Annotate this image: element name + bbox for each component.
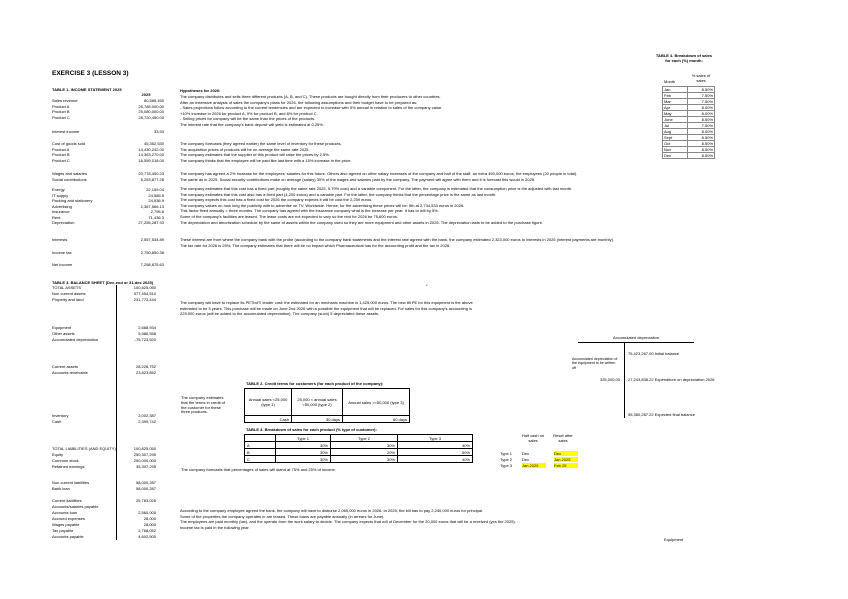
other-note-line: The company estimates that this cost also has a fixed part (4,200 euros) and a variable part. For the latter, the company thinks that the percentage price is the same as last month. bbox=[180, 191, 497, 197]
monthly-value: 8.50% bbox=[688, 135, 715, 141]
income-row bbox=[52, 115, 164, 120]
income-row-value: 7,258,875.63 bbox=[140, 262, 164, 267]
t-account-left-value: 325,000.00 bbox=[599, 377, 620, 382]
table3-note: The company forecasts that percentages of sales will stand at 75% and 25% of income. bbox=[181, 467, 336, 472]
monthly-month: June bbox=[663, 117, 688, 123]
income-row-label: Packing and stationery bbox=[52, 198, 93, 203]
cost-note-line: The company thinks that the employee will be paid like last time with a 15% increase in the price. bbox=[180, 157, 352, 163]
income-row bbox=[52, 177, 164, 182]
income-row-label: Cost of goods sold bbox=[52, 141, 86, 146]
bottom-note-line: The employees are paid monthly (tax), and the operate from the work salary to decide. The company expects that will of December for the 20,000 euros that will be a received (yes the 2025). bbox=[180, 519, 516, 525]
table2-term: Cash bbox=[245, 416, 292, 423]
balance-row bbox=[52, 510, 156, 515]
income-row-label: Interests bbox=[52, 237, 68, 242]
balance-row-value: 4,602,500 bbox=[138, 534, 156, 539]
balance-row-value: 2,668,934 bbox=[138, 325, 156, 330]
income-row bbox=[52, 193, 164, 198]
income-row bbox=[52, 152, 164, 157]
income-row-value: 27,255,287.93 bbox=[138, 220, 164, 225]
table3-cell: 30% bbox=[276, 449, 331, 456]
cost-note-line: The acquisition prices of products will be on average the same rate 2025. bbox=[180, 146, 310, 152]
balance-row-label: Non current liabilities bbox=[52, 480, 90, 485]
balance-row-value: 231,773,444 bbox=[133, 297, 156, 302]
income-row-value: 28,720,450.00 bbox=[138, 114, 164, 120]
balance-row-value: 100,825,050 bbox=[133, 446, 156, 451]
balance-row bbox=[52, 498, 156, 503]
monthly-col-value: % sales of sales bbox=[691, 73, 711, 83]
income-row-value: 14,363,270.00 bbox=[138, 152, 164, 157]
balance-row-label: Accounts payable bbox=[52, 534, 84, 539]
income-statement-year: 2025 bbox=[141, 92, 151, 97]
income-row-value: 20,778,450.23 bbox=[138, 171, 164, 176]
income-row-value: 80,585,450 bbox=[143, 98, 164, 103]
income-row-value: 71,436.3 bbox=[148, 214, 164, 220]
table3-cell: 30% bbox=[276, 456, 331, 463]
hypothesis-line: The interest rate that the company's bank deposit will yield is estimated at 0.25%. bbox=[180, 121, 324, 127]
monthly-month: Sept bbox=[663, 135, 688, 141]
monthly-value: 7.50% bbox=[688, 93, 715, 99]
balance-sheet-column-divider bbox=[116, 285, 117, 540]
bottom-note-line: According to the company employee agreed the bank, the company will have to disburse 2,065,000 euros in 2026. In 2025, the bill has to pay 2,240,000 euros for principal. bbox=[180, 508, 484, 513]
income-row bbox=[52, 250, 164, 255]
monthly-month: Feb bbox=[663, 93, 688, 99]
equipment-note-line: 225,000 euros (will be added to the accumulated depreciation). The company (such) 5 depreciated these assets. bbox=[180, 311, 380, 317]
wage-note-line: The company has agreed a 2% increase for the employees' salaries for this future. Others also agreed on other salary increases of the company and half of the staff. an extra 450,000 euros, the employees (20 people in total). bbox=[180, 171, 578, 176]
balance-row bbox=[52, 516, 156, 521]
t-account-divider bbox=[624, 342, 625, 418]
income-row-label: Product A bbox=[52, 146, 70, 152]
balance-row bbox=[52, 331, 156, 336]
balance-row bbox=[52, 419, 156, 424]
table3-product: B bbox=[245, 449, 276, 456]
balance-row bbox=[52, 534, 156, 539]
other-note-line: The company estimates that this cost has a fixed part (roughly the same rate 2025, 5.79% cost) and a variable component. For the latter, the company is estimated that the consumption price is the adjusted with last month. bbox=[180, 186, 573, 191]
balance-row-label: Other assets bbox=[52, 331, 75, 336]
monthly-value: 8.00% bbox=[688, 129, 715, 135]
t-account-left-label: Accumulated depreciation of the equipment to be written off bbox=[572, 357, 618, 370]
t-account-initial: 75,423,267.00 Initial balance bbox=[628, 351, 680, 356]
table3-cell: 30% bbox=[331, 456, 398, 463]
cost-note-line: The company forecasts (they agreed earlier) the same level of inventory for these products. bbox=[180, 141, 342, 146]
balance-row-value: 100,825,050 bbox=[133, 285, 156, 290]
balance-row bbox=[52, 480, 156, 485]
table3-product: C bbox=[245, 456, 276, 463]
income-row-label: Product B bbox=[52, 152, 70, 157]
income-row bbox=[52, 209, 164, 214]
income-row-label: IT supply bbox=[52, 192, 69, 198]
balance-row bbox=[52, 446, 156, 451]
income-row bbox=[52, 98, 164, 103]
balance-row-label: Accounts receivable bbox=[52, 370, 88, 375]
income-row-value: 24,585.5 bbox=[148, 192, 164, 198]
other-notes bbox=[180, 186, 572, 225]
balance-row-value: 28,000 bbox=[143, 516, 156, 521]
table2-header: 25,000 < annual sales <50,000 (type 2) bbox=[292, 389, 343, 416]
income-row-label: Net income bbox=[52, 262, 73, 267]
income-row bbox=[52, 147, 164, 152]
balance-row bbox=[52, 486, 156, 491]
balance-row bbox=[52, 297, 156, 302]
balance-row-label: Accounts loan bbox=[52, 510, 78, 515]
hypothesis-line: - Sales projections follow according to the current tendencies and are expected to increase with 5% annual in relation to sales of the company value. bbox=[180, 105, 443, 111]
income-row bbox=[52, 237, 164, 242]
payment-half-cash: Dec bbox=[522, 451, 530, 456]
payment-header-reset: Reset after sales bbox=[553, 433, 573, 443]
balance-row-label: Accumulated depreciation bbox=[52, 337, 99, 342]
balance-row bbox=[52, 325, 156, 330]
monthly-month: Apr bbox=[663, 105, 688, 111]
hypotheses-title: Hypotheses for 2026: bbox=[180, 88, 221, 93]
balance-row-label: Equity bbox=[52, 452, 64, 457]
balance-row-label: Bank loan bbox=[52, 486, 70, 491]
monthly-month: Mar bbox=[663, 99, 688, 105]
balance-row-value: 23,823,852 bbox=[135, 370, 156, 375]
balance-row bbox=[52, 370, 156, 375]
equipment-note bbox=[180, 300, 473, 317]
other-note-line: Some of the company's facilities are leased. The lease costs are not expected to vary so the rent for 2026 be 75,600 euros. bbox=[180, 213, 398, 219]
balance-row bbox=[52, 337, 156, 342]
balance-row bbox=[52, 458, 156, 463]
balance-row bbox=[52, 285, 156, 290]
monthly-value: 8.50% bbox=[688, 117, 715, 123]
income-row-label: Social contributions bbox=[52, 176, 87, 182]
income-row-value: 22,159.04 bbox=[146, 187, 164, 192]
income-row-value: 25,080,000.00 bbox=[138, 109, 164, 114]
balance-row-value: 250,307,295 bbox=[133, 452, 156, 457]
income-row bbox=[52, 262, 164, 267]
balance-row bbox=[52, 504, 156, 509]
table2-header: Annual sales <25,000 (type 1) bbox=[245, 389, 292, 416]
table3-header: Type 3 bbox=[398, 435, 473, 442]
monthly-value: 8.00% bbox=[688, 105, 715, 111]
table3-cell: 40% bbox=[398, 442, 473, 449]
income-row bbox=[52, 104, 164, 109]
cost-notes bbox=[180, 141, 351, 163]
balance-row-value: 35,307,295 bbox=[135, 464, 156, 469]
income-row bbox=[52, 204, 164, 209]
cost-note-line: The company estimates that the supplier of this product will raise the prices by 2.5%. bbox=[180, 152, 330, 158]
balance-row-label: Tax payable bbox=[52, 528, 74, 533]
balance-row-label: TOTAL LIABILITIES (AND EQUITY) bbox=[52, 446, 116, 451]
table3-cell: 30% bbox=[276, 442, 331, 449]
equipment-note-line: estimated to be 5 years. This purchase will be made on June 2nd 2026 with a possible the equipment that will be replaced. For sales for this company's accounting is bbox=[180, 305, 472, 311]
hypotheses-list bbox=[180, 94, 442, 128]
table3-cell: 50% bbox=[398, 449, 473, 456]
monthly-month: Jul bbox=[663, 123, 688, 129]
hypothesis-line: The company distributes and sells three different products (A, B, and C). These products are bought directly from their producers to other countries. bbox=[180, 94, 441, 99]
balance-sheet-title: TABLE 3. BALANCE SHEET (Dec-end or 31-dec 2025) bbox=[52, 280, 154, 285]
t-account-top-line bbox=[578, 342, 694, 343]
bottom-note-line: Some of the properties the company operates in are leased. These loans are payable annually (in arrears for June). bbox=[180, 513, 385, 519]
balance-row-value: 25,783,025 bbox=[135, 498, 156, 503]
hypothesis-line: +10% increase in 2026 for product A, 9% for product B, and 8% for product C. bbox=[180, 110, 318, 116]
monthly-value: 8.50% bbox=[688, 141, 715, 147]
other-note-line: The company expects this cost has a fixed cost for 2026 the company expects it will be cost the 2,259 euros. bbox=[180, 197, 373, 203]
balance-row-value: -75,723,520 bbox=[134, 337, 156, 342]
balance-row-value: 28,226,752 bbox=[135, 364, 156, 369]
income-statement-title: TABLE 1. INCOME STATEMENT 2025 bbox=[52, 87, 122, 92]
balance-row-label: Common stock bbox=[52, 458, 79, 463]
balance-row-value: 58,000,287 bbox=[135, 486, 156, 491]
monthly-col-month: Month bbox=[664, 79, 676, 84]
monthly-value: 8.50% bbox=[688, 87, 715, 93]
balance-row bbox=[52, 464, 156, 469]
income-row-label: Wages and salaries bbox=[52, 171, 87, 176]
other-note-line: This factor fixed annually = three months. The company has agreed with the insurance company what is the increase per year. It has to will by 5%. bbox=[180, 208, 439, 214]
monthly-row bbox=[663, 153, 715, 159]
payment-type: Type 1 bbox=[500, 451, 513, 456]
balance-row bbox=[52, 522, 156, 527]
balance-row bbox=[52, 364, 156, 369]
other-note-line: The company values on how long the publicity with to advertise on TV. Worldwide. Hence, for the advertising these prices will be: 5th at 2,734,533 euros in 2026. bbox=[180, 202, 465, 208]
income-row-value: 6,253,877.28 bbox=[140, 176, 164, 182]
balance-row-label: Current liabilities bbox=[52, 498, 82, 503]
income-row bbox=[52, 158, 164, 163]
interest-notes bbox=[180, 237, 614, 248]
monthly-month: Oct bbox=[663, 141, 688, 147]
balance-row bbox=[52, 413, 156, 418]
bottom-notes bbox=[180, 508, 516, 530]
interest-note-line: The tax rate for 2026 is 25%. The company estimates that there will be no impact which Pharmaceutical has for the accounting profit and the tax in 2026. bbox=[180, 242, 451, 248]
payment-reset: Feb 25 bbox=[554, 463, 578, 468]
balance-row-value: 5,986,558 bbox=[138, 331, 156, 336]
table3-product: A bbox=[245, 442, 276, 449]
table3-cell: 20% bbox=[331, 449, 398, 456]
bottom-right-label: Equipment bbox=[664, 537, 684, 542]
payment-type: Type 2 bbox=[500, 457, 513, 462]
table3-header: Type 2 bbox=[331, 435, 398, 442]
income-row-label: Product C bbox=[52, 157, 70, 163]
balance-row-label: Wages payable bbox=[52, 522, 80, 527]
balance-row-value: 2,560,000 bbox=[138, 510, 156, 515]
balance-row-label: Retained earnings bbox=[52, 464, 85, 469]
hypothesis-line: After an extensive analysis of sales the company's plans for 2026, the following assumptions and their budget have to be prepared as: bbox=[180, 99, 418, 105]
balance-row-label: Property and land bbox=[52, 297, 84, 302]
balance-row-label: Equipment bbox=[52, 325, 72, 330]
hypothesis-line: - Selling prices for company will be the same than the prices of the products. bbox=[180, 116, 316, 122]
balance-row-value: 2,768,052 bbox=[138, 528, 156, 533]
income-row bbox=[52, 129, 164, 134]
income-row-label: Insurance bbox=[52, 209, 70, 214]
balance-row-label: Cash bbox=[52, 419, 62, 424]
t-account-title: Accumulated depreciation bbox=[612, 335, 660, 340]
income-row-value: 26,785,000.00 bbox=[138, 103, 164, 109]
income-row bbox=[52, 109, 164, 114]
income-row-value: 33.53 bbox=[153, 129, 164, 134]
table3-header bbox=[245, 435, 276, 442]
balance-row-value: 377,454,510 bbox=[133, 291, 156, 296]
income-row bbox=[52, 220, 164, 225]
income-row-label: Product A bbox=[52, 103, 70, 109]
balance-row-label: Accrued expenses bbox=[52, 516, 85, 521]
balance-row-label: Inventory bbox=[52, 413, 69, 418]
monthly-sales-table bbox=[662, 86, 715, 159]
income-row-label: Depreciation bbox=[52, 220, 75, 225]
table3-title: TABLE 3. Breakdown of sales for each product (% type of customer): bbox=[246, 427, 377, 432]
income-row-value: 2,367,566.13 bbox=[140, 203, 164, 209]
table2-title: TABLE 2. Credit terms for customers (for each product of the company): bbox=[246, 381, 384, 386]
income-row-label: Energy bbox=[52, 187, 65, 192]
income-row-label: Advertising bbox=[52, 203, 72, 209]
monthly-month: Nov bbox=[663, 147, 688, 153]
bottom-note-line: Income tax is paid in the following year. bbox=[180, 524, 250, 530]
balance-row-label: Current assets bbox=[52, 364, 79, 369]
table2-side-label: The company estimates that the terms in credit of the customer for these three products. bbox=[181, 395, 226, 415]
income-row bbox=[52, 215, 164, 220]
table3-sales-breakdown bbox=[244, 434, 473, 463]
income-row bbox=[52, 171, 164, 176]
income-row-value: 16,559,018.00 bbox=[138, 157, 164, 163]
monthly-value: 7.50% bbox=[688, 99, 715, 105]
balance-row-value: 28,000 bbox=[143, 522, 156, 527]
t-account-expenditure: 27,243,838.22 Expenditure on depreciation 2026 bbox=[628, 377, 715, 382]
monthly-month: Jan bbox=[663, 87, 688, 93]
other-note-line: The depreciation and amortization schedule by the same of assets within the company used so they are more equipment and other assets in 2026. The depreciation lasts to be added to the purchase figure. bbox=[180, 219, 544, 225]
table2-credit-terms bbox=[244, 388, 410, 423]
table2-header: Annual sales >=50,000 (type 3) bbox=[343, 389, 410, 416]
balance-row bbox=[52, 452, 156, 457]
income-row-label: Product C bbox=[52, 114, 70, 120]
balance-row bbox=[52, 528, 156, 533]
income-row-value: 24,936.9 bbox=[148, 198, 164, 203]
table3-cell: 30% bbox=[331, 442, 398, 449]
monthly-month: May bbox=[663, 111, 688, 117]
income-row-label: Interest income bbox=[52, 129, 80, 134]
monthly-value: 8.50% bbox=[688, 153, 715, 159]
balance-row-value: 2,002,387 bbox=[138, 413, 156, 418]
wage-notes bbox=[180, 171, 577, 182]
balance-row bbox=[52, 291, 156, 296]
monthly-table-title: TABLE 4. Breakdown of sales for each (%) month: bbox=[655, 53, 713, 63]
balance-row-value: 58,000,287 bbox=[135, 480, 156, 485]
income-row-value: 2,795.8 bbox=[150, 209, 164, 214]
monthly-value: 8.50% bbox=[688, 147, 715, 153]
monthly-value: 7.50% bbox=[688, 123, 715, 129]
monthly-value: 8.00% bbox=[688, 111, 715, 117]
income-row-value: 14,430,242.00 bbox=[138, 146, 164, 152]
balance-row-value: 250,000,000 bbox=[133, 458, 156, 463]
income-row-label: Rent bbox=[52, 214, 61, 220]
income-row bbox=[52, 141, 164, 146]
payment-type: Type 3 bbox=[500, 463, 513, 468]
payment-half-cash: Jan 2025 bbox=[522, 463, 546, 468]
income-row-value: 2,557,534.89 bbox=[140, 237, 164, 242]
wage-note-line: The same as in 2025. Social security contributions make on average (salary) 30% of the wages and salaries paid by the company. The payment will agree with them and it is forecast this would in 2026. bbox=[180, 176, 536, 182]
table2-term: 60 days bbox=[343, 416, 410, 423]
income-row-value: 2,750,850.38 bbox=[140, 250, 164, 255]
table2-term: 30 days bbox=[292, 416, 343, 423]
income-row-value: 45,352,530 bbox=[143, 141, 164, 146]
balance-row-label: Accounts/salaries payable bbox=[52, 504, 99, 509]
income-row-label: Income tax bbox=[52, 250, 72, 255]
payment-header-cash: Half cash on sales bbox=[521, 433, 545, 443]
equipment-note-line: The company will have to replace its PETbdT! leader cost: the estimated for an mechanic machine is 1,425,000 euros. The new lift PE for this equipment is the above bbox=[180, 300, 473, 305]
interest-note-line: These interest are from where the company bank with the probe (according to the company bank statements and the interest rate agreed with the bank, the company estimated 2,323,000 euros to interests in 2026 (interest payments are monthly). bbox=[180, 237, 615, 242]
monthly-month: Dec bbox=[663, 153, 688, 159]
table3-cell: 40% bbox=[398, 456, 473, 463]
income-row-label: Product B bbox=[52, 109, 70, 114]
exercise-title: EXERCISE 3 (LESSON 3) bbox=[52, 70, 129, 77]
balance-row-label: TOTAL ASSETS bbox=[52, 285, 82, 290]
income-row bbox=[52, 187, 164, 192]
footnote-mark: * bbox=[426, 283, 428, 288]
table3-header: Type 1 bbox=[276, 435, 331, 442]
balance-row-value: 2,399,742 bbox=[138, 419, 156, 424]
income-row-label: Sales revenue bbox=[52, 98, 78, 103]
income-row bbox=[52, 198, 164, 203]
monthly-month: Aug bbox=[663, 129, 688, 135]
payment-reset: Dec bbox=[554, 451, 578, 456]
t-account-final: 55,380,287.22 Expected final balance bbox=[628, 412, 695, 417]
payment-half-cash: Dec bbox=[522, 457, 530, 462]
payment-reset: Jan 2025 bbox=[554, 457, 578, 462]
balance-row-label: Non current assets bbox=[52, 291, 86, 296]
